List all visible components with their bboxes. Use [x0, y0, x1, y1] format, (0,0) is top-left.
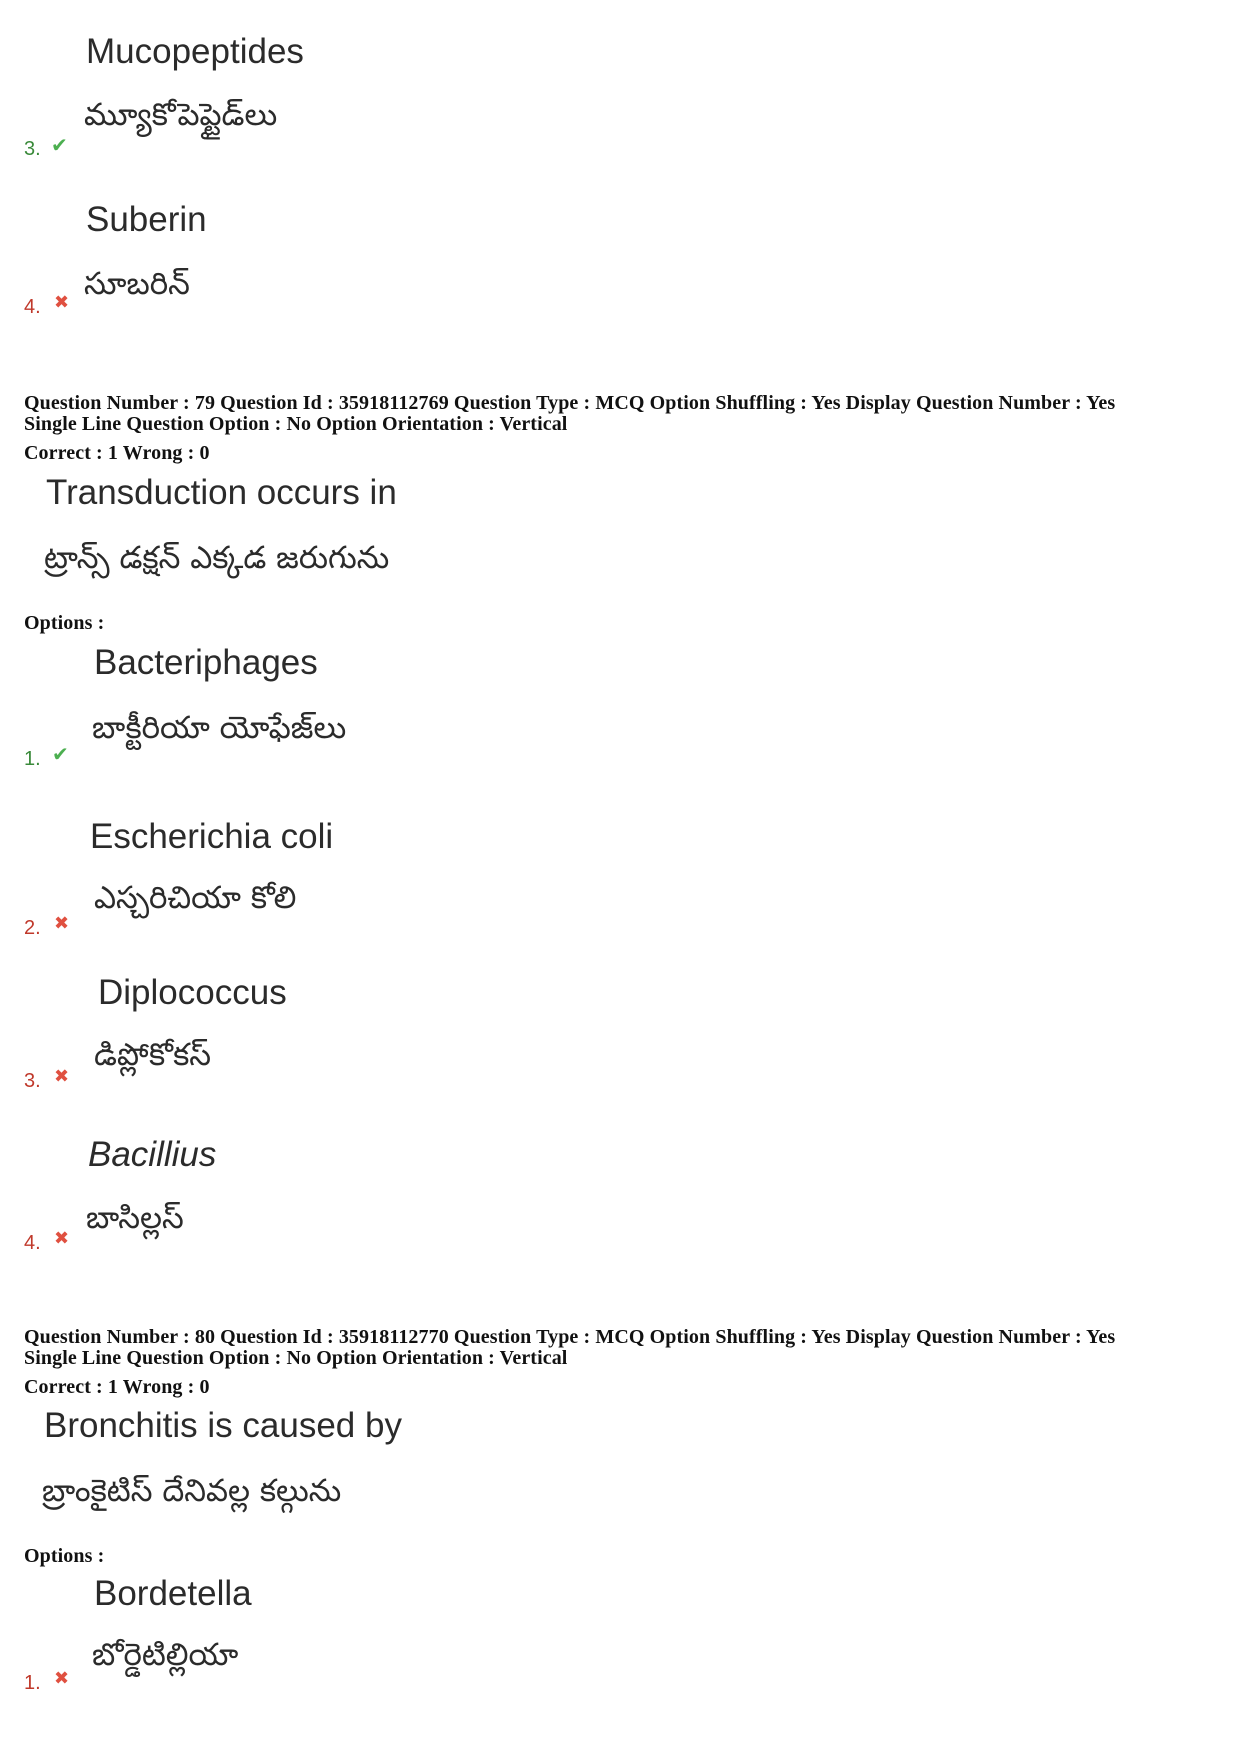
option-telugu: సూబరిన్ — [84, 266, 190, 302]
options-label: Options : — [24, 612, 105, 634]
option-english: Diplococcus — [98, 973, 287, 1012]
question-meta-line1: Question Number : 79 Question Id : 35918112769 Question Type : MCQ Option Shuffling : Yes Display Question Number : Yes — [24, 392, 1116, 414]
question-meta-line1: Question Number : 80 Question Id : 35918112770 Question Type : MCQ Option Shuffling : Yes Display Question Number : Yes — [24, 1326, 1116, 1348]
option-english: Bordetella — [94, 1574, 252, 1613]
option-telugu: డిప్లోకోకస్ — [94, 1037, 212, 1073]
question-meta-line2: Single Line Question Option : No Option Orientation : Vertical — [24, 413, 568, 435]
question-telugu: బ్రాంకైటిస్ దేనివల్ల కల్గును — [42, 1473, 342, 1509]
option-telugu: మ్యూకోపెప్టైడ్‌లు — [84, 97, 278, 133]
question-marks: Correct : 1 Wrong : 0 — [24, 1376, 210, 1398]
question-marks: Correct : 1 Wrong : 0 — [24, 442, 210, 464]
check-icon: ✔ — [51, 133, 68, 157]
cross-icon: ✖ — [54, 1066, 70, 1087]
cross-icon: ✖ — [54, 292, 70, 313]
option-english: Bacteriphages — [94, 643, 318, 682]
option-number: 4. — [24, 1232, 41, 1254]
cross-icon: ✖ — [54, 1668, 70, 1689]
option-number: 3. — [24, 1070, 41, 1092]
option-telugu: బాసిల్లస్ — [86, 1200, 184, 1236]
options-label: Options : — [24, 1545, 105, 1567]
option-number: 4. — [24, 296, 41, 318]
option-telugu: బోర్డెటిల్లియా — [92, 1637, 239, 1673]
option-number: 2. — [24, 917, 41, 939]
question-english: Bronchitis is caused by — [44, 1406, 402, 1445]
cross-icon: ✖ — [54, 913, 70, 934]
option-number: 1. — [24, 748, 41, 770]
question-telugu: ట్రాన్స్ డక్షన్ ఎక్కడ జరుగును — [44, 540, 390, 576]
option-number: 3. — [24, 138, 41, 160]
check-icon: ✔ — [52, 742, 69, 766]
option-english: Suberin — [86, 200, 207, 239]
option-telugu: బాక్టీరియా యోఫేజ్‌లు — [92, 710, 347, 746]
question-english: Transduction occurs in — [46, 473, 397, 512]
option-english: Bacillius — [88, 1135, 217, 1174]
option-english: Mucopeptides — [86, 32, 304, 71]
cross-icon: ✖ — [54, 1228, 70, 1249]
question-meta-line2: Single Line Question Option : No Option Orientation : Vertical — [24, 1347, 568, 1369]
option-number: 1. — [24, 1672, 41, 1694]
option-telugu: ఎస్చరిచియా కోలి — [94, 880, 297, 916]
option-english: Escherichia coli — [90, 817, 334, 856]
